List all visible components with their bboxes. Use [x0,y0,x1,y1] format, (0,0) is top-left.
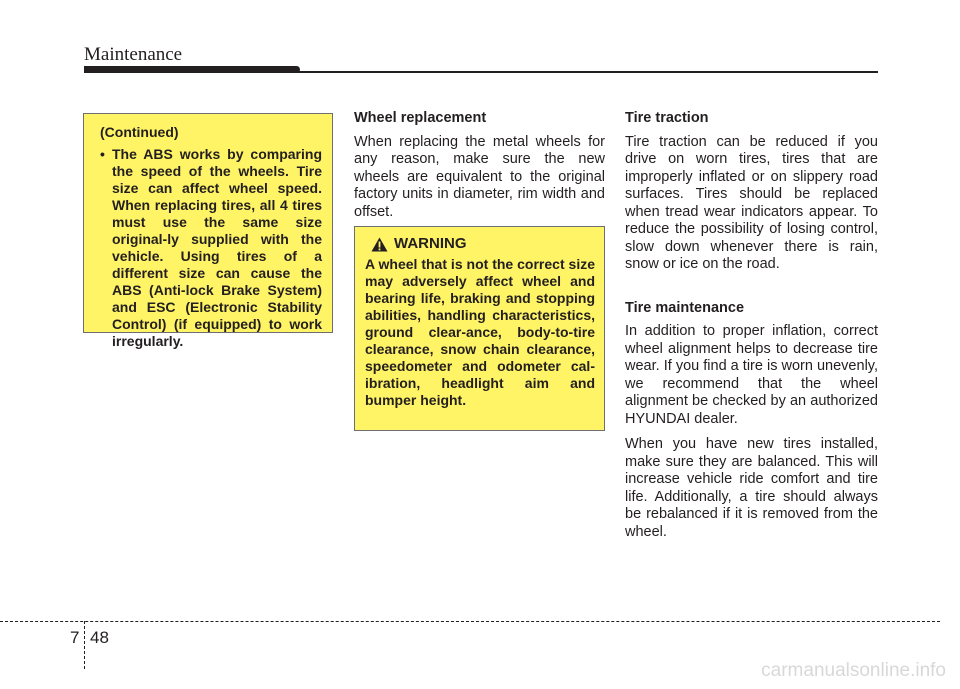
wheel-replacement-heading: Wheel replacement [354,110,487,126]
abs-note-text: The ABS works by comparing the speed of the wheels. Tire size can affect wheel speed. When replacing tires, all 4 tires must use the same size original-ly supplied with the vehicle. Using tires of a different size can cause the ABS (Anti-lock Brake System) and ESC (Electronic Stability Control) (if equipped) to work irregularly. [112,146,322,349]
tire-maintenance-body-1: In addition to proper inflation, correct wheel alignment helps to decrease tire wear. If you find a tire is worn unevenly, we recommend that the wheel alignment be checked by an authorized HYUNDAI dealer. [625,323,878,427]
middle-column [354,110,605,229]
chapter-number: 7 [70,628,80,647]
footer-divider [84,621,85,669]
footer-rule [0,621,940,622]
warning-text: A wheel that is not the correct size may adversely affect wheel and bearing life, braking and stopping abilities, handling characteristics, ground clear-ance, body-to-tire clearance, snow chain clearance, speedometer and odometer cal-ibration, headlight aim and bumper height. [365,256,595,408]
warning-triangle-icon [371,237,388,252]
tire-maintenance-body-2: When you have new tires installed, make sure they are balanced. This will increase vehicle ride comfort and tire life. Additionally, a tire should always be rebalanced if it is removed from the wheel. [625,436,878,540]
continued-title: (Continued) [100,124,179,140]
warning-title: WARNING [394,235,467,252]
tire-traction-body: Tire traction can be reduced if you drive on worn tires, tires that are improperly inflated or on slippery road surfaces. Tires should be replaced when tread wear indicators appear. To reduce the possibility of losing control, slow down whenever there is rain, snow or ice on the road. [625,133,878,272]
watermark-text: carmanualsonline.info [761,660,946,681]
tire-traction-heading: Tire traction [625,110,709,126]
warning-header [371,235,595,253]
bullet-icon: • [100,146,105,162]
bullet-item [100,146,322,350]
header-rule [84,71,878,73]
continued-note-box [83,113,333,349]
right-column [625,110,878,549]
page-header-title: Maintenance [84,44,183,65]
page-number: 48 [90,628,109,647]
wheel-replacement-body: When replacing the metal wheels for any reason, make sure the new wheels are equivalent to the original factory units in diameter, rim width and offset. [354,133,605,220]
warning-box [354,226,605,431]
tire-maintenance-heading: Tire maintenance [625,299,745,316]
